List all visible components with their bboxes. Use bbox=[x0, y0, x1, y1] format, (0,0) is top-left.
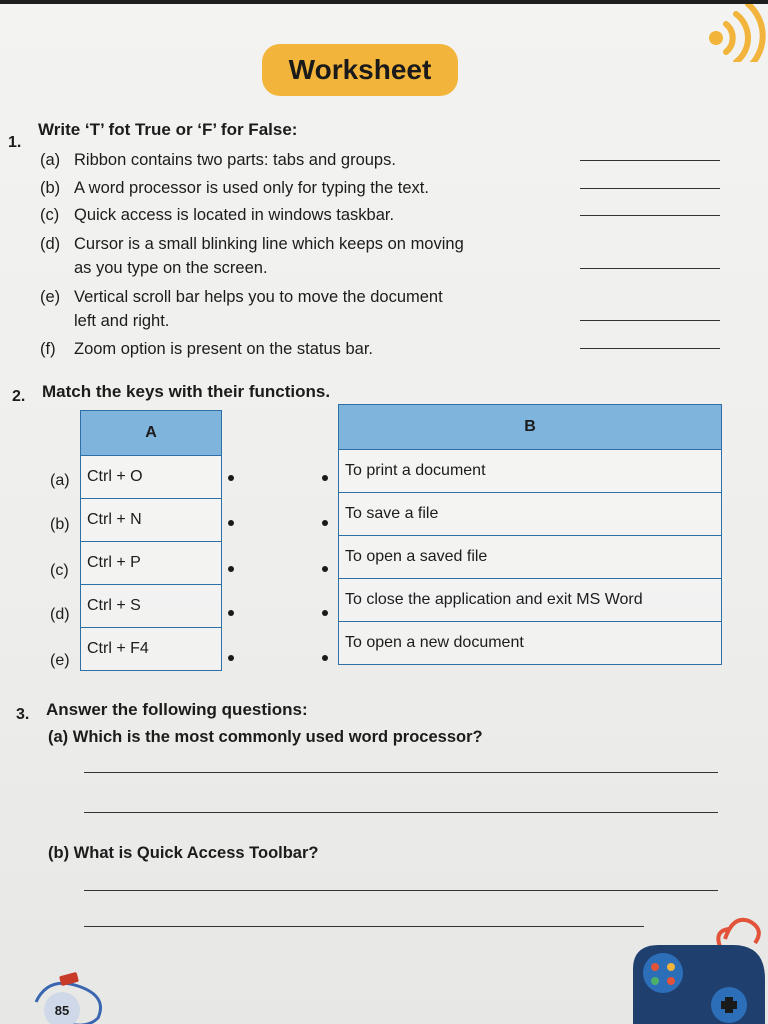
match-row-label: (b) bbox=[50, 516, 70, 533]
match-dot-left-a[interactable] bbox=[228, 475, 234, 481]
match-dot-right-b[interactable] bbox=[322, 520, 328, 526]
match-row-label: (a) bbox=[50, 472, 70, 489]
q3-question-label: (b) bbox=[48, 844, 70, 862]
tf-answer-line-a[interactable] bbox=[580, 160, 720, 161]
tf-item-label: (a) bbox=[40, 151, 61, 169]
tf-item-label: (d) bbox=[40, 235, 61, 253]
tf-answer-line-d[interactable] bbox=[580, 268, 720, 269]
tf-item-text: Cursor is a small blinking line which keeps on moving bbox=[74, 235, 464, 253]
key-cell: Ctrl + O bbox=[81, 456, 222, 499]
match-dot-right-a[interactable] bbox=[322, 475, 328, 481]
q3-question-b bbox=[48, 844, 318, 863]
worksheet-page bbox=[0, 4, 768, 1024]
q3-title: Answer the following questions: bbox=[46, 700, 308, 719]
match-dot-left-d[interactable] bbox=[228, 610, 234, 616]
page-number: 85 bbox=[54, 1002, 70, 1018]
match-dot-left-c[interactable] bbox=[228, 566, 234, 572]
page-title: Worksheet bbox=[288, 54, 432, 85]
tf-item-label: (b) bbox=[40, 179, 61, 197]
match-dot-left-b[interactable] bbox=[228, 520, 234, 526]
match-dot-right-c[interactable] bbox=[322, 566, 328, 572]
q3-question-a bbox=[48, 728, 483, 747]
q1-number: 1. bbox=[8, 134, 22, 151]
function-cell: To save a file bbox=[339, 493, 722, 536]
q1-title: Write ‘T’ fot True or ‘F’ for False: bbox=[38, 120, 298, 139]
tf-item-text: A word processor is used only for typing the text. bbox=[74, 179, 429, 197]
q3-question-label: (a) bbox=[48, 728, 69, 746]
match-dot-left-e[interactable] bbox=[228, 655, 234, 661]
tf-item-text-cont: left and right. bbox=[74, 312, 170, 330]
column-b-table bbox=[338, 404, 722, 665]
tf-item-label: (e) bbox=[40, 288, 61, 306]
match-dot-right-d[interactable] bbox=[322, 610, 328, 616]
answer-line-b-1[interactable] bbox=[84, 890, 718, 891]
tf-answer-line-f[interactable] bbox=[580, 348, 720, 349]
tf-item-a bbox=[40, 148, 560, 172]
key-cell: Ctrl + F4 bbox=[81, 628, 222, 671]
wifi-signal-icon bbox=[700, 4, 768, 62]
tf-item-label: (f) bbox=[40, 340, 56, 358]
tf-item-text: Vertical scroll bar helps you to move the document bbox=[74, 288, 443, 306]
q3-number: 3. bbox=[16, 706, 30, 723]
tf-item-text: Zoom option is present on the status bar. bbox=[74, 340, 374, 358]
tf-item-text: Quick access is located in windows taskbar. bbox=[74, 206, 395, 224]
tf-item-f bbox=[40, 337, 560, 361]
function-cell: To print a document bbox=[339, 450, 722, 493]
gamepad-icon bbox=[625, 909, 768, 1024]
tf-item-label: (c) bbox=[40, 206, 60, 224]
answer-line-a-2[interactable] bbox=[84, 812, 718, 813]
function-cell: To close the application and exit MS Word bbox=[339, 579, 722, 622]
title-badge bbox=[262, 44, 458, 96]
q2-title: Match the keys with their functions. bbox=[42, 382, 331, 401]
tf-item-c bbox=[40, 203, 560, 227]
q3-question-text: Which is the most commonly used word processor? bbox=[72, 728, 483, 746]
match-row-label: (c) bbox=[50, 562, 69, 579]
match-dot-right-e[interactable] bbox=[322, 655, 328, 661]
q3-question-text: What is Quick Access Toolbar? bbox=[73, 844, 319, 862]
column-a-header: A bbox=[81, 411, 222, 456]
q2-number: 2. bbox=[12, 388, 26, 405]
tf-answer-line-e[interactable] bbox=[580, 320, 720, 321]
tf-item-text-cont: as you type on the screen. bbox=[74, 259, 268, 277]
key-cell: Ctrl + S bbox=[81, 585, 222, 628]
tf-answer-line-b[interactable] bbox=[580, 188, 720, 189]
page-number-badge bbox=[44, 992, 80, 1024]
match-row-label: (e) bbox=[50, 652, 70, 669]
key-cell: Ctrl + P bbox=[81, 542, 222, 585]
match-row-label: (d) bbox=[50, 606, 70, 623]
tf-item-d bbox=[40, 232, 560, 280]
column-b-header: B bbox=[339, 405, 722, 450]
tf-item-text: Ribbon contains two parts: tabs and groups. bbox=[74, 151, 396, 169]
tf-item-e bbox=[40, 285, 560, 333]
function-cell: To open a saved file bbox=[339, 536, 722, 579]
answer-line-b-2[interactable] bbox=[84, 926, 644, 927]
column-a-table bbox=[80, 410, 222, 671]
function-cell: To open a new document bbox=[339, 622, 722, 665]
key-cell: Ctrl + N bbox=[81, 499, 222, 542]
tf-item-b bbox=[40, 176, 560, 200]
answer-line-a-1[interactable] bbox=[84, 772, 718, 773]
tf-answer-line-c[interactable] bbox=[580, 215, 720, 216]
